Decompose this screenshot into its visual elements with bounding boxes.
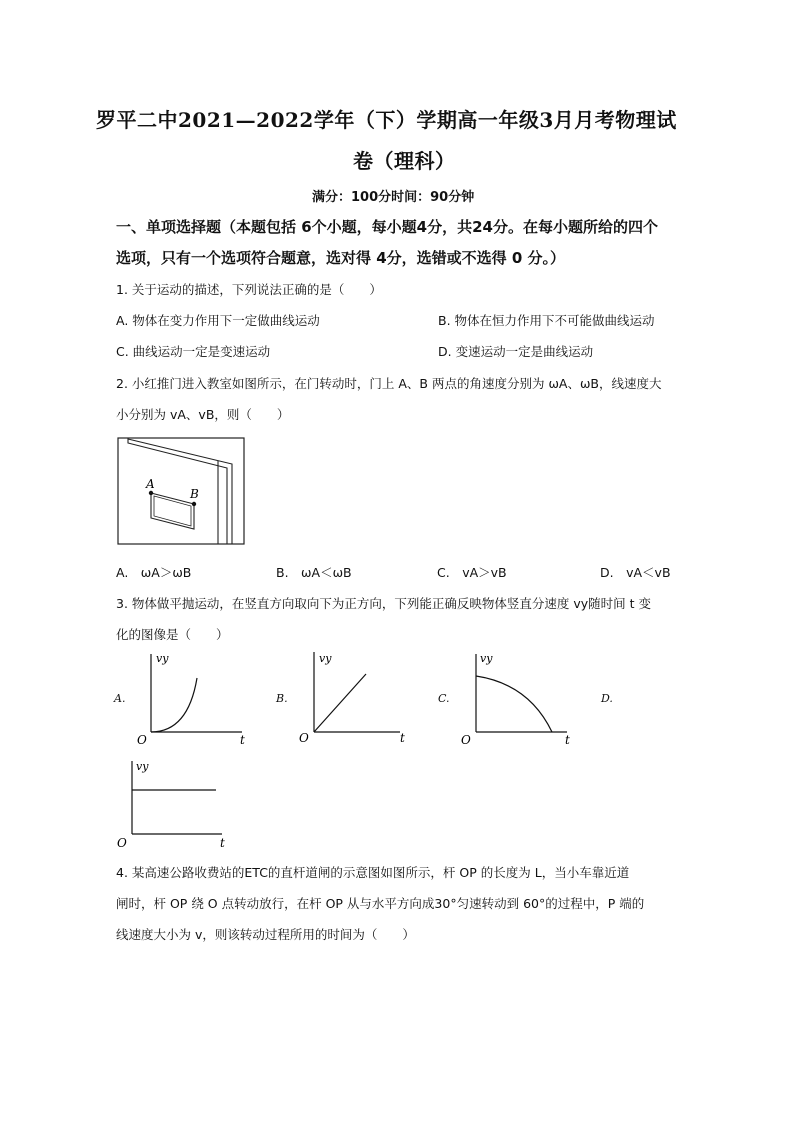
q1-option-c: C. 曲线运动一定是变速运动 [116, 344, 271, 359]
exam-meta: 满分：100分时间：90分钟 [312, 190, 475, 205]
door-window-inner [154, 496, 191, 526]
q3-option-d-label: D. [601, 692, 613, 705]
q1-option-a: A. 物体在变力作用下一定做曲线运动 [116, 313, 320, 328]
q2-option-c: C. vA＞vB [437, 565, 507, 580]
q3-stem-line2: 化的图像是（ ） [116, 627, 229, 642]
graph-c-origin-label: O [461, 733, 471, 747]
graph-a-v-label: vy [156, 652, 169, 665]
door-frame [118, 438, 244, 544]
q2-stem-line2: 小分别为 vA、vB，则（ ） [116, 407, 290, 422]
graph-b [296, 648, 412, 748]
exam-title-line1: 罗平二中2021—2022学年（下）学期高一年级3月月考物理试 [96, 108, 677, 132]
exam-title-line2: 卷（理科） [353, 149, 456, 173]
point-a [149, 491, 153, 495]
point-b-label: B [190, 487, 199, 501]
door-diagram [114, 436, 250, 546]
q2-option-b: B. ωA＜ωB [276, 565, 352, 580]
q1-option-b: B. 物体在恒力作用下不可能做曲线运动 [438, 313, 655, 328]
q4-line2: 闸时，杆 OP 绕 O 点转动放行，在杆 OP 从与水平方向成30°匀速转动到 60°的过程中，P 端的 [116, 896, 645, 911]
graph-b-origin-label: O [299, 731, 309, 745]
graph-c [457, 648, 583, 748]
point-a-label: A [146, 477, 155, 491]
graph-a [130, 648, 256, 748]
q2-option-a: A. ωA＞ωB [116, 565, 192, 580]
q2-stem-line1: 2. 小红推门进入教室如图所示，在门转动时，门上 A、B 两点的角速度分别为 ωA、ωB，线速度大 [116, 376, 662, 391]
door-panel-edge [128, 439, 232, 544]
door-window [151, 493, 194, 529]
point-b [192, 502, 196, 506]
graph-b-line [314, 674, 366, 732]
q4-line3: 线速度大小为 v，则该转动过程所用的时间为（ ） [116, 927, 415, 942]
graph-d-v-label: vy [136, 760, 149, 773]
q4-line1: 4. 某高速公路收费站的ETC的直杆道闸的示意图如图所示，杆 OP 的长度为 L，当小车靠近道 [116, 865, 630, 880]
graph-d-origin-label: O [117, 836, 127, 850]
graph-b-t-label: t [400, 731, 405, 745]
graph-d-t-label: t [220, 836, 225, 850]
graph-a-curve [151, 678, 197, 732]
q1-stem: 1. 关于运动的描述，下列说法正确的是（ ） [116, 282, 382, 297]
graph-c-v-label: vy [480, 652, 493, 665]
q3-stem-line1: 3. 物体做平抛运动，在竖直方向取向下为正方向，下列能正确反映物体竖直分速度 vy随时间 t 变 [116, 596, 652, 611]
section1-heading-line2: 选项，只有一个选项符合题意，选对得 4分，选错或不选得 0 分。） [116, 249, 566, 267]
q2-option-d: D. vA＜vB [600, 565, 671, 580]
graph-c-t-label: t [565, 733, 570, 747]
graph-a-t-label: t [240, 733, 245, 747]
graph-a-origin-label: O [137, 733, 147, 747]
q3-option-a-label: A. [114, 692, 126, 705]
section1-heading-line1: 一、单项选择题（本题包括 6个小题，每小题4分，共24分。在每小题所给的四个 [116, 218, 658, 236]
q1-option-d: D. 变速运动一定是曲线运动 [438, 344, 594, 359]
q3-option-c-label: C. [438, 692, 450, 705]
q3-option-b-label: B. [276, 692, 288, 705]
graph-b-v-label: vy [319, 652, 332, 665]
graph-c-curve [476, 676, 552, 732]
graph-d [114, 757, 234, 853]
